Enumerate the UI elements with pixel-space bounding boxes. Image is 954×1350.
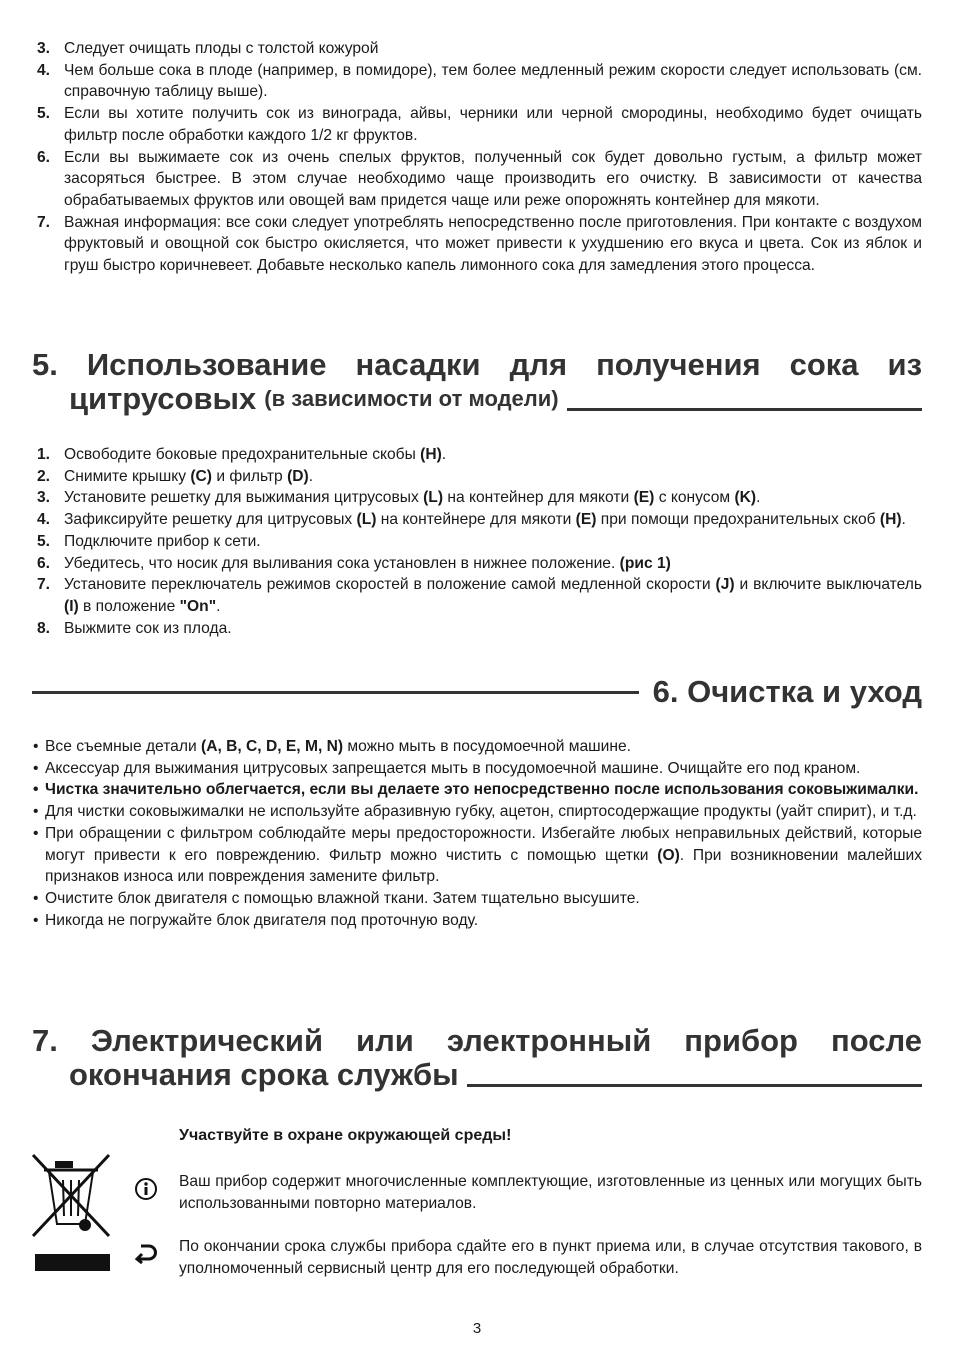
list-item: 4. Чем больше сока в плоде (например, в помидоре), тем более медленный режим скорости следует использовать (см. справочную таблицу выше). bbox=[37, 61, 922, 101]
environment-title: Участвуйте в охране окружающей среды! bbox=[179, 1127, 512, 1144]
section-6-heading: 6. Очистка и уход bbox=[32, 674, 922, 710]
list-item: 4. Зафиксируйте решетку для цитрусовых (L) на контейнере для мякоти (E) при помощи предохранительных скоб (H). bbox=[37, 511, 906, 529]
list-item: • При обращении с фильтром соблюдайте меры предосторожности. Избегайте любых неправильных действий, которые могут привести к его повреждению. Фильтр можно чистить с помощью щетки (O). При возникновении малейших признаков износа или повреждения замените фильтр. bbox=[33, 824, 922, 886]
environment-paragraph: Ваш прибор содержит многочисленные комплектующие, изготовленные из ценных или могущих быть использованными повторно материалов. bbox=[179, 1173, 922, 1212]
return-arrow-icon bbox=[134, 1242, 158, 1264]
environment-paragraph: По окончании срока службы прибора сдайте его в пункт приема или, в случае отсутствия такового, в уполномоченный сервисный центр для его последующей обработки. bbox=[179, 1238, 922, 1277]
heading-rule bbox=[32, 691, 639, 694]
crossed-bin-icon bbox=[30, 1150, 112, 1274]
list-item: • Чистка значительно облегчается, если вы делаете это непосредственно после использования соковыжималки. bbox=[33, 781, 919, 799]
list-item: 6. Если вы выжимаете сок из очень спелых фруктов, полученный сок будет довольно густым, а фильтр может засоряться быстрее. В этом случае необходимо чаще производить его очистку. В зависимости от качества обрабатываемых фруктов или овощей вам придется чаще или реже опорожнять контейнер для мякоти. bbox=[37, 148, 922, 209]
list-item: 1. Освободите боковые предохранительные скобы (H). bbox=[37, 446, 447, 463]
list-item: 7. Установите переключатель режимов скоростей в положение самой медленной скорости (J) и включите выключатель (I) в положение "On". bbox=[37, 576, 922, 615]
page-number: 3 bbox=[472, 1320, 482, 1337]
list-item: 5. Подключите прибор к сети. bbox=[37, 532, 261, 550]
list-item: 3. Следует очищать плоды с толстой кожурой bbox=[37, 40, 379, 57]
list-item: 2. Снимите крышку (C) и фильтр (D). bbox=[37, 467, 314, 485]
section-5-steps bbox=[0, 444, 954, 639]
list-item: • Никогда не погружайте блок двигателя под проточную воду. bbox=[33, 911, 479, 929]
list-item: • Очистите блок двигателя с помощью влажной ткани. Затем тщательно высушите. bbox=[33, 889, 640, 907]
list-item: • Все съемные детали (A, B, C, D, E, M, N) можно мыть в посудомоечной машине. bbox=[33, 738, 632, 755]
list-item: 3. Установите решетку для выжимания цитрусовых (L) на контейнер для мякоти (E) с конусом (K). bbox=[37, 489, 761, 507]
heading-rule bbox=[467, 1084, 922, 1087]
section-6-bullets bbox=[0, 736, 954, 931]
list-item: • Для чистки соковыжималки не используйте абразивную губку, ацетон, спиртосодержащие продукты (уайт спирит), и т.д. bbox=[33, 803, 917, 821]
section-5-heading: 5. Использование насадки для получения сока из цитрусовых (в зависимости от модели) bbox=[32, 347, 922, 416]
list-item: 5. Если вы хотите получить сок из винограда, айвы, черники или черной смородины, необходимо будет очищать фильтр после обработки каждого 1/2 кг фруктов. bbox=[37, 105, 922, 144]
info-icon bbox=[134, 1177, 158, 1201]
section-7-heading: 7. Электрический или электронный прибор после окончания срока службы bbox=[32, 1023, 922, 1092]
list-item: 7. Важная информация: все соки следует употреблять непосредственно после приготовления. При контакте с воздухом фруктовый и овощной сок быстро окисляется, что может привести к ухудшению его вкуса и цвета. Сок из яблок и груш быстро коричневеет. Добавьте несколько капель лимонного сока для замедления этого процесса. bbox=[37, 213, 922, 275]
list-item: • Аксессуар для выжимания цитрусовых запрещается мыть в посудомоечной машине. Очищайте его под краном. bbox=[33, 759, 861, 777]
list-item: 8. Выжмите сок из плода. bbox=[37, 619, 232, 637]
heading-rule bbox=[567, 408, 922, 411]
list-item: 6. Убедитесь, что носик для выливания сока установлен в нижнее положение. (рис 1) bbox=[37, 554, 671, 572]
tips-list bbox=[0, 38, 954, 277]
